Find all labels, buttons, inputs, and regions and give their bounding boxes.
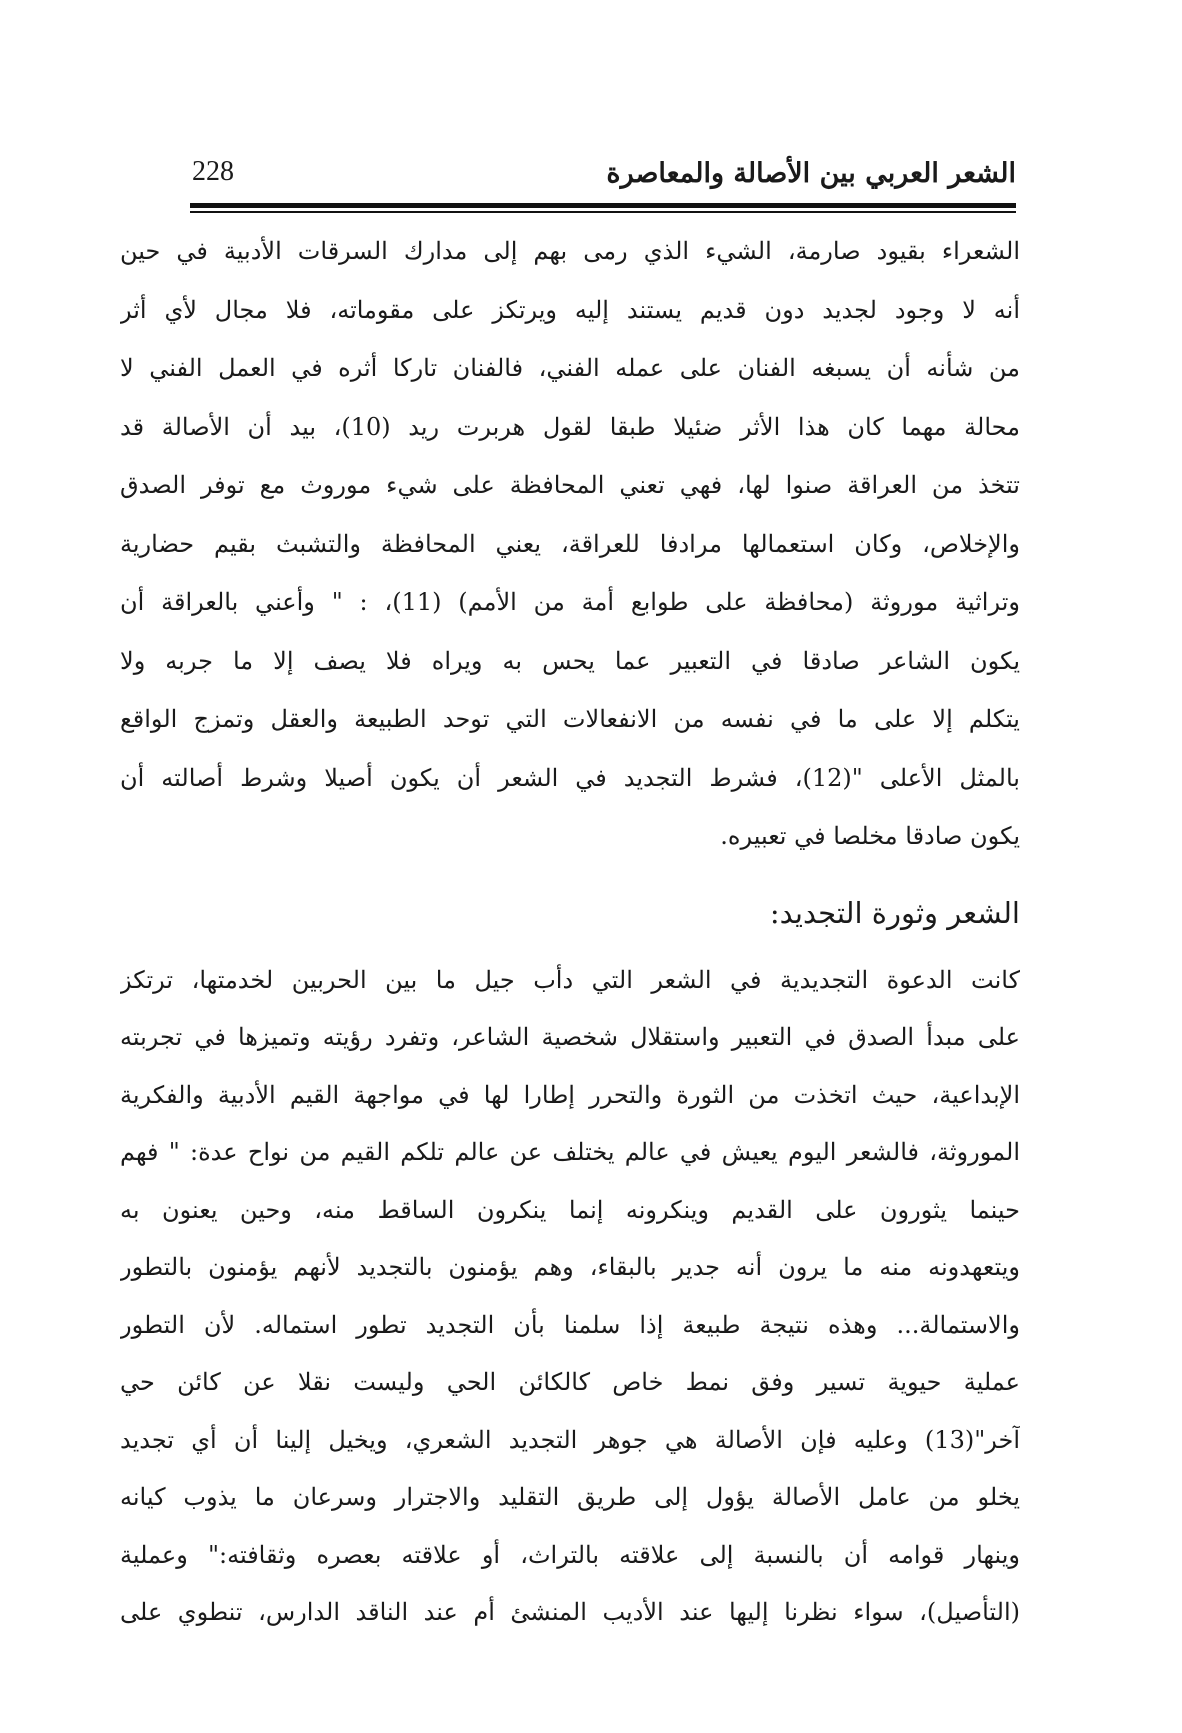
paragraph-renewal bbox=[120, 952, 1020, 1642]
text-line: الشعراء بقيود صارمة، الشيء الذي رمى بهم إلى مدارك السرقات الأدبية في حين bbox=[120, 237, 1020, 265]
text-line: يكون صادقا مخلصا في تعبيره. bbox=[720, 822, 1020, 850]
text-line: ويتعهدونه منه ما يرون أنه جدير بالبقاء، وهم يؤمنون بالتجديد لأنهم يؤمنون بالتطور bbox=[120, 1253, 1020, 1281]
text-line: على مبدأ الصدق في التعبير واستقلال شخصية الشاعر، وتفرد رؤيته وتميزها في تجربته bbox=[120, 1023, 1020, 1051]
text-line: عملية حيوية تسير وفق نمط خاص كالكائن الحي وليست نقلا عن كائن حي bbox=[120, 1368, 1020, 1396]
text-line: يكون الشاعر صادقا في التعبير عما يحس به ويراه فلا يصف إلا ما جربه ولا bbox=[120, 646, 1020, 675]
text-line: وتراثية موروثة (محافظة على طوابع أمة من الأمم) (11)، : " وأعني بالعراقة أن bbox=[120, 588, 1020, 616]
text-line: أنه لا وجود لجديد دون قديم يستند إليه ويرتكز على مقوماته، فلا مجال لأي أثر bbox=[120, 295, 1020, 324]
text-line: (التأصيل)، سواء نظرنا إليها عند الأديب المنشئ أم عند الناقد الدارس، تنطوي على bbox=[120, 1598, 1020, 1626]
text-line: الإبداعية، حيث اتخذت من الثورة والتحرر إطارا لها في مواجهة القيم الأدبية والفكرية bbox=[120, 1080, 1020, 1109]
text-line: حينما يثورون على القديم وينكرونه إنما ينكرون الساقط منه، وحين يعنون به bbox=[120, 1195, 1020, 1224]
page-number: 228 bbox=[192, 156, 234, 187]
text-line: بالمثل الأعلى "(12)، فشرط التجديد في الشعر أن يكون أصيلا وشرط أصالته أن bbox=[120, 763, 1020, 792]
text-line: يخلو من عامل الأصالة يؤول إلى طريق التقليد والاجترار وسرعان ما يذوب كيانه bbox=[120, 1483, 1020, 1511]
running-header-title: الشعر العربي بين الأصالة والمعاصرة bbox=[606, 158, 1016, 189]
header-rule-thick bbox=[190, 203, 1016, 208]
body-text bbox=[120, 222, 1020, 1642]
text-line: من شأنه أن يسبغه الفنان على عمله الفني، فالفنان تاركا أثره في العمل الفني لا bbox=[120, 354, 1020, 382]
text-line: والاستمالة... وهذه نتيجة طبيعة إذا سلمنا بأن التجديد تطور استماله. لأن التطور bbox=[120, 1310, 1020, 1339]
text-line: محالة مهما كان هذا الأثر ضئيلا طبقا لقول هربرت ريد (10)، بيد أن الأصالة قد bbox=[120, 412, 1020, 441]
text-line: كانت الدعوة التجديدية في الشعر التي دأب جيل ما بين الحربين لخدمتها، ترتكز bbox=[120, 965, 1020, 994]
running-header bbox=[190, 152, 1016, 202]
section-heading: الشعر وثورة التجديد: bbox=[769, 895, 1020, 930]
paragraph-originality bbox=[120, 222, 1020, 866]
text-line: آخر"(13) وعليه فإن الأصالة هي جوهر التجديد الشعري، ويخيل إلينا أن أي تجديد bbox=[120, 1425, 1020, 1454]
text-line: والإخلاص، وكان استعمالها مرادفا للعراقة، يعني المحافظة والتشبث بقيم حضارية bbox=[120, 529, 1020, 558]
text-line: الموروثة، فالشعر اليوم يعيش في عالم يختلف عن عالم تلكم القيم من نواح عدة: " فهم bbox=[120, 1138, 1020, 1166]
header-rule-thin bbox=[190, 211, 1016, 213]
text-line: وينهار قوامه أن بالنسبة إلى علاقته بالتراث، أو علاقته بعصره وثقافته:" وعملية bbox=[120, 1540, 1020, 1569]
text-line: يتكلم إلا على ما في نفسه من الانفعالات التي توحد الطبيعة والعقل وتمزج الواقع bbox=[120, 705, 1020, 733]
text-line: تتخذ من العراقة صنوا لها، فهي تعني المحافظة على شيء موروث مع توفر الصدق bbox=[120, 471, 1020, 499]
